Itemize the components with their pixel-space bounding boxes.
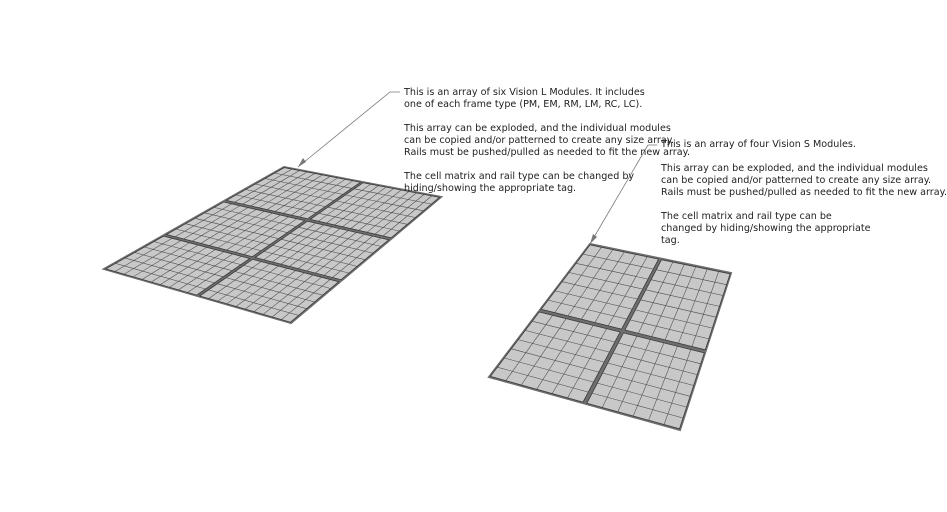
note-line: This array can be exploded, and the individual modules	[661, 163, 928, 174]
note-line: tag.	[661, 235, 680, 246]
note-line: hiding/showing the appropriate tag.	[404, 183, 577, 194]
vision-l-module-array	[104, 167, 441, 323]
note-line: can be copied and/or patterned to create any size array.	[661, 175, 932, 186]
note-line: This array can be exploded, and the individual modules	[404, 123, 671, 134]
note-line: one of each frame type (PM, EM, RM, LM, RC, LC).	[404, 99, 643, 110]
note-line: Rails must be pushed/pulled as needed to fit the new array.	[661, 187, 947, 198]
annotation-note-vision-s	[661, 139, 947, 247]
leader-arrowhead-right	[590, 234, 597, 244]
leader-arrowhead-left	[298, 158, 306, 167]
note-line: This is an array of six Vision L Modules. It includes	[404, 87, 645, 98]
note-line: The cell matrix and rail type can be	[661, 211, 832, 222]
leader-line-left	[298, 92, 400, 167]
note-line: can be copied and/or patterned to create any size array.	[404, 135, 675, 146]
note-line: Rails must be pushed/pulled as needed to fit the new array.	[404, 147, 690, 158]
vision-s-module-array	[489, 244, 731, 430]
note-line: changed by hiding/showing the appropriate	[661, 223, 871, 234]
note-line: This is an array of four Vision S Modules.	[661, 139, 856, 150]
note-line: The cell matrix and rail type can be changed by	[404, 171, 635, 182]
annotation-note-vision-l	[404, 87, 690, 195]
